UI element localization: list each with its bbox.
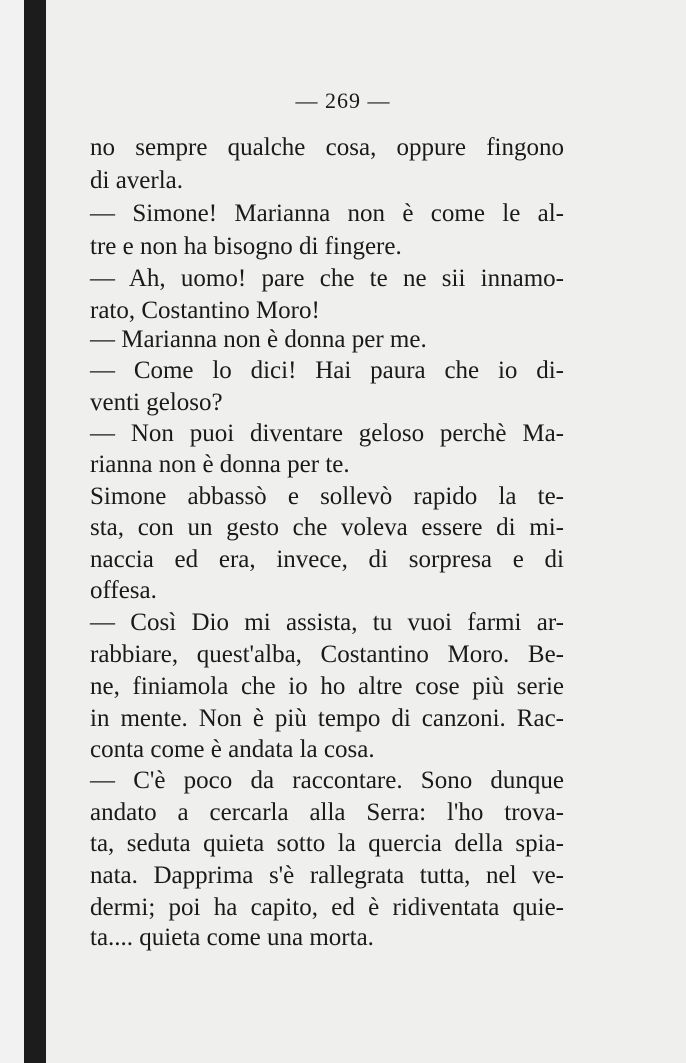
text-line: conta come è andata la cosa. [90,736,375,763]
text-line: — Ah, uomo! pare che te ne sii innamo- [90,265,564,292]
text-line: andato a cercarla alla Serra: l'ho trova- [90,799,564,826]
text-line: dermi; poi ha capito, ed è ridiventata quie- [90,894,564,921]
text-line: di averla. [90,167,184,194]
book-spine-shadow [24,0,46,1063]
text-line: naccia ed era, invece, di sorpresa e di [90,546,564,573]
text-line: venti geloso? [90,389,223,416]
text-line: no sempre qualche cosa, oppure fingono [90,134,564,161]
text-line: rato, Costantino Moro! [90,297,320,324]
text-line: ne, finiamola che io ho altre cose più serie [90,673,564,700]
text-line: — C'è poco da raccontare. Sono dunque [90,767,564,794]
text-line: in mente. Non è più tempo di canzoni. Rac- [90,705,564,732]
text-line: rianna non è donna per te. [90,451,350,478]
text-line: — Non puoi diventare geloso perchè Ma- [90,420,564,447]
text-line: tre e non ha bisogno di fingere. [90,233,402,260]
text-line: ta.... quieta come una morta. [90,924,374,951]
text-line: — Marianna non è donna per me. [90,326,427,353]
text-line: sta, con un gesto che voleva essere di mi- [90,514,564,541]
text-line: ta, seduta quieta sotto la quercia della spia- [90,830,564,857]
text-line: — Come lo dici! Hai paura che io di- [90,357,564,384]
text-line: — Simone! Marianna non è come le al- [90,200,564,227]
page-edge [0,0,24,1063]
text-line: rabbiare, quest'alba, Costantino Moro. Be- [90,641,564,668]
text-line: — Così Dio mi assista, tu vuoi farmi ar- [90,609,564,636]
text-line: nata. Dapprima s'è rallegrata tutta, nel ve- [90,862,564,889]
page-number: — 269 — [295,88,391,113]
text-line: offesa. [90,577,157,604]
text-line: Simone abbassò e sollevò rapido la te- [90,483,564,510]
